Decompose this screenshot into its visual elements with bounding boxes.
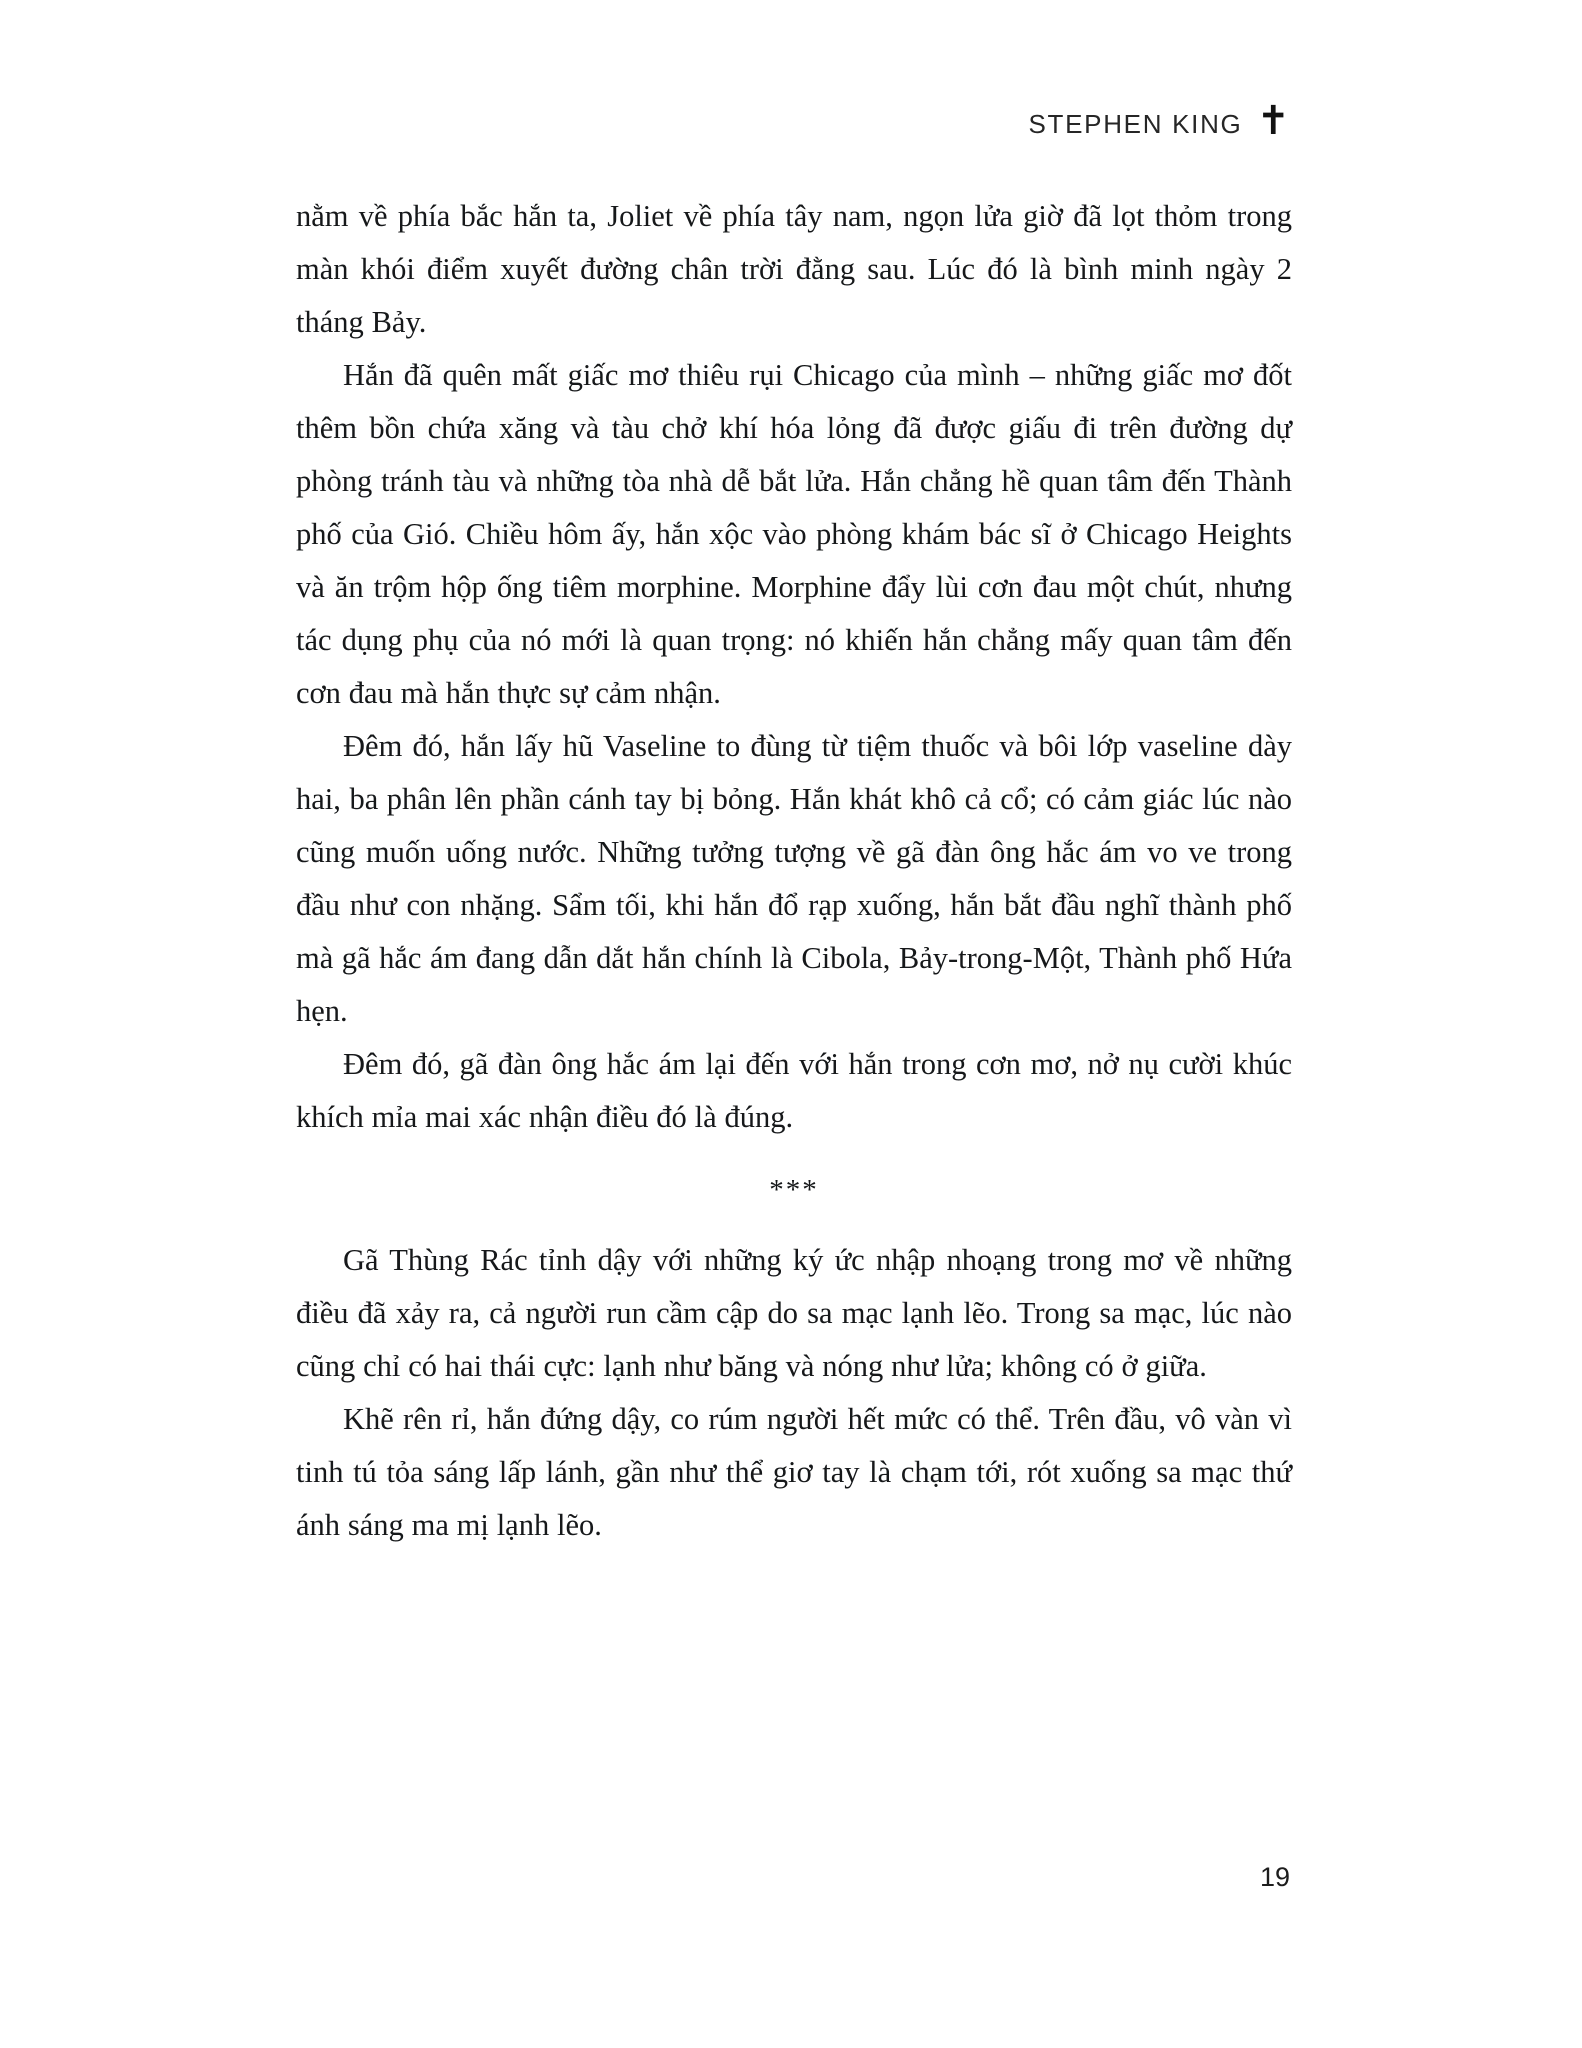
page-number: 19	[1259, 1862, 1290, 1892]
paragraph: Khẽ rên rỉ, hắn đứng dậy, co rúm người hết mức có thể. Trên đầu, vô vàn vì tinh tú tỏa sáng lấp lánh, gần như thể giơ tay là chạm tới, rót xuống sa mạc thứ ánh sáng ma mị lạnh lẽo.	[296, 1402, 1292, 1542]
paragraph: nằm về phía bắc hắn ta, Joliet về phía tây nam, ngọn lửa giờ đã lọt thỏm trong màn khói điểm xuyết đường chân trời đằng sau. Lúc đó là bình minh ngày 2 tháng Bảy.	[296, 199, 1292, 339]
paragraph: Đêm đó, gã đàn ông hắc ám lại đến với hắn trong cơn mơ, nở nụ cười khúc khích mỉa mai xác nhận điều đó là đúng.	[296, 1047, 1292, 1134]
running-header	[296, 96, 1290, 152]
running-header-title: STEPHEN KING	[1028, 108, 1243, 139]
cross-icon: ✝	[1256, 98, 1290, 143]
scene-break-divider: ***	[769, 1174, 819, 1206]
paragraph: Hắn đã quên mất giấc mơ thiêu rụi Chicago của mình – những giấc mơ đốt thêm bồn chứa xăng và tàu chở khí hóa lỏng đã được giấu đi trên đường dự phòng tránh tàu và những tòa nhà dễ bắt lửa. Hắn chẳng hề quan tâm đến Thành phố của Gió. Chiều hôm ấy, hắn xộc vào phòng khám bác sĩ ở Chicago Heights và ăn trộm hộp ống tiêm morphine. Morphine đẩy lùi cơn đau một chút, nhưng tác dụng phụ của nó mới là quan trọng: nó khiến hắn chẳng mấy quan tâm đến cơn đau mà hắn thực sự cảm nhận.	[296, 358, 1292, 710]
paragraph: Gã Thùng Rác tỉnh dậy với những ký ức nhập nhoạng trong mơ về những điều đã xảy ra, cả người run cầm cập do sa mạc lạnh lẽo. Trong sa mạc, lúc nào cũng chỉ có hai thái cực: lạnh như băng và nóng như lửa; không có ở giữa.	[296, 1243, 1292, 1383]
paragraph: Đêm đó, hắn lấy hũ Vaseline to đùng từ tiệm thuốc và bôi lớp vaseline dày hai, ba phân lên phần cánh tay bị bỏng. Hắn khát khô cả cổ; có cảm giác lúc nào cũng muốn uống nước. Những tưởng tượng về gã đàn ông hắc ám vo ve trong đầu như con nhặng. Sẩm tối, khi hắn đổ rạp xuống, hắn bắt đầu nghĩ thành phố mà gã hắc ám đang dẫn dắt hắn chính là Cibola, Bảy-trong-Một, Thành phố Hứa hẹn.	[296, 729, 1292, 1028]
page-text-block	[296, 190, 1292, 1552]
